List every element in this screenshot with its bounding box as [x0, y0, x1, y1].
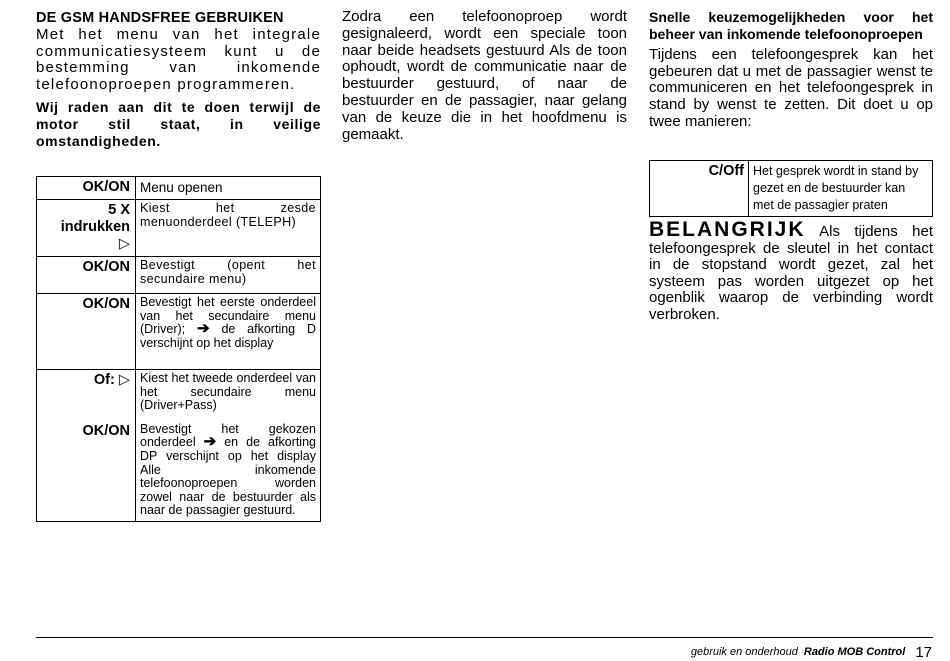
- subheading: Snelle keuzemogelijkheden voor het beheer van inkomende telefoonoproepen: [649, 9, 933, 42]
- step-key: OK/ON: [37, 257, 136, 294]
- triangle-right-icon: ▷: [118, 372, 130, 388]
- table-row: [37, 200, 321, 257]
- step-key: [37, 200, 136, 257]
- step-key: OK/ON: [37, 294, 136, 370]
- important-label: BELANGRIJK: [649, 218, 806, 241]
- step-text-after: en de afkorting DP verschijnt op het display Alle inkomende telefoonoproepen worden zowel naar de bestuurder als naar de passagier gestuurd.: [140, 435, 316, 518]
- right-paragraph: Tijdens een telefoongesprek kan het gebeuren dat u met de passagier wenst te communiceren en het telefoongesprek in stand by wenst te zetten. Dit doet u op twee manieren:: [649, 46, 933, 130]
- step-text: [136, 370, 321, 522]
- table-row: [650, 161, 933, 217]
- table-row: [37, 370, 321, 522]
- step-text: Menu openen: [136, 177, 321, 200]
- cof-text: Het gesprek wordt in stand by gezet en de bestuurder kan met de passagier praten: [749, 161, 933, 217]
- cof-table: [649, 160, 933, 217]
- steps-table: [36, 176, 321, 522]
- column-left: [36, 9, 321, 149]
- arrow-right-icon: ➔: [197, 320, 210, 338]
- page-number: 17: [915, 644, 932, 661]
- step-text-before: Bevestigt het eerste onderdeel van het secundaire menu (Driver);: [140, 295, 316, 337]
- step-text-after: de afkorting D verschijnt op het display: [140, 322, 316, 350]
- footer-product: Radio MOB Control: [803, 646, 906, 658]
- table-row: [37, 257, 321, 294]
- table-row: [37, 177, 321, 200]
- column-middle: [342, 9, 627, 143]
- step-key: OK/ON: [37, 177, 136, 200]
- table-row: [37, 294, 321, 370]
- step-key-label: 5 X indrukken: [60, 202, 130, 235]
- step-text-before: Bevestigt het gekozen onderdeel: [140, 421, 316, 450]
- important-block: [649, 218, 933, 324]
- advice-paragraph: Wij raden aan dit te doen terwijl de motor stil staat, in veilige omstandigheden.: [36, 99, 321, 149]
- section-heading: DE GSM HANDSFREE GEBRUIKEN: [36, 10, 284, 26]
- footer-section: gebruik en onderhoud: [690, 646, 798, 658]
- middle-paragraph: Zodra een telefoonoproep wordt gesignaleerd, wordt een speciale toon naar beide headsets gestuurd Als de toon ophoudt, wordt de communicatie naar de bestuurder gestuurd, of naar de bestuurder en de passagier, naar gelang van de keuze die in het hoofdmenu is gemaakt.: [342, 8, 627, 143]
- step-text: Kiest het zesde menuonderdeel (TELEPH): [136, 200, 321, 257]
- step-text: Bevestigt (opent het secundaire menu): [136, 257, 321, 294]
- important-text: Als tijdens het telefoongesprek de sleutel in het contact in de stopstand wordt gezet, zal het systeem pas worden uitgezet op het ogenblik waarop de verbinding wordt verbroken.: [649, 223, 933, 323]
- triangle-right-icon: ▷: [118, 236, 130, 252]
- step-text: [136, 294, 321, 370]
- arrow-right-icon: ➔: [203, 433, 217, 451]
- footer: [691, 644, 932, 661]
- important-paragraph: [649, 218, 933, 324]
- step-key-label: Of:: [93, 372, 115, 388]
- step-key-label: OK/ON: [82, 423, 130, 439]
- step-text-first: Kiest het tweede onderdeel van het secundaire menu (Driver+Pass): [140, 371, 316, 413]
- column-right: [649, 9, 933, 130]
- step-key: [37, 370, 136, 522]
- footer-divider: [36, 637, 933, 638]
- intro-paragraph: Met het menu van het integrale communicatiesysteem kunt u de bestemming van inkomende telefoonoproepen programmeren.: [36, 26, 321, 93]
- cof-key: C/Off: [650, 161, 749, 217]
